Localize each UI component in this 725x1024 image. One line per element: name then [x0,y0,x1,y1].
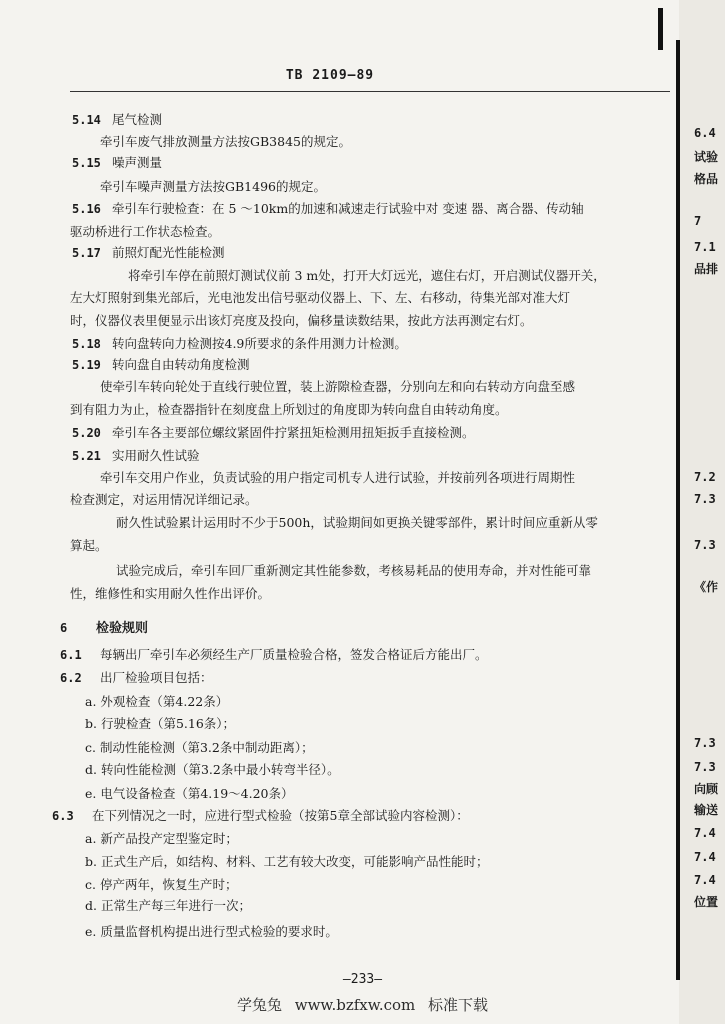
clause-text: 牵引车废气排放测量方法按GB3845的规定。 [100,134,351,149]
fragment-text: 7 [694,214,702,228]
text-line [70,586,270,602]
text-line [70,290,570,306]
clause-text: b. 正式生产后，如结构、材料、工艺有较大改变，可能影响产品性能时； [85,854,489,869]
clause-text: 时，仪器仪表里便显示出该灯亮度及投向，偏移量读数结果，按此方法再测定右灯。 [70,313,533,328]
text-line [70,538,108,554]
text-line [85,694,228,710]
fragment-text: 7.3 [694,492,716,506]
clause-number: 5.14 [72,113,101,127]
text-line [70,313,533,329]
fragment-text: 7.1 [694,240,716,254]
clause-number: 6.1 [60,648,82,662]
fragment-text: 试验 [694,150,719,164]
fragment-text: 品排 [694,262,719,276]
text-line [72,357,250,373]
clause-number: 5.20 [72,426,101,440]
text-line [72,425,475,441]
text-line [72,336,407,352]
text-line [100,379,575,395]
text-line [85,716,235,732]
clause-text: 牵引车行驶检查：在 5 ～10km的加速和减速走行试验中对 变速 器、离合器、传动轴 [112,201,584,216]
clause-text: d. 转向性能检测（第3.2条中最小转弯半径）。 [85,762,340,777]
clause-text: 性，维修性和实用耐久性作出评价。 [70,586,271,601]
text-line [70,402,508,418]
clause-number: 5.19 [72,358,101,372]
clause-text: 噪声测量 [112,155,163,170]
clause-text: a. 外观检查（第4.22条） [85,694,229,709]
text-line [85,877,237,893]
text-line [60,620,148,637]
header-rule [70,91,670,92]
clause-text: 检查测定，对运用情况详细记录。 [70,492,258,507]
clause-number: 5.15 [72,156,101,170]
text-line [60,647,488,663]
clause-text: 使牵引车转向轮处于直线行驶位置，装上游隙检查器，分别向左和向右转动方向盘至感 [100,379,576,394]
clause-text: 在下列情况之一时，应进行型式检验（按第5章全部试验内容检测）： [92,808,469,823]
text-line [85,854,488,870]
fragment-text: 7.3 [694,538,716,552]
fragment-text: 7.3 [694,760,716,774]
watermark: 学兔兔 www.bzfxw.com 标准下载 [236,996,489,1014]
fragment-text: 7.3 [694,736,716,750]
text-line [100,134,351,150]
fragment-text: 7.4 [694,826,716,840]
text-line [72,245,225,261]
text-line [72,155,162,171]
clause-text: 实用耐久性试验 [112,448,200,463]
clause-text: 将牵引车停在前照灯测试仪前 3 m处，打开大灯远光，遮住右灯，开启测试仪器开关， [128,268,606,283]
clause-number: 5.17 [72,246,101,260]
clause-text: c. 制动性能检测（第3.2条中制动距离）； [85,740,314,755]
text-line [116,515,598,531]
clause-number: 6.2 [60,671,82,685]
fragment-text: 7.4 [694,850,716,864]
text-line [128,268,606,284]
text-line [60,670,213,686]
text-line [85,831,238,847]
text-line [72,201,584,217]
clause-number: 5.18 [72,337,101,351]
clause-text: a. 新产品投产定型鉴定时； [85,831,238,846]
clause-text: e. 电气设备检查（第4.19～4.20条） [85,786,294,801]
text-line [72,448,200,464]
text-line [85,924,338,940]
clause-number: 5.16 [72,202,101,216]
clause-text: e. 质量监督机构提出进行型式检验的要求时。 [85,924,338,939]
text-line [100,470,575,486]
fragment-text: 7.2 [694,470,716,484]
text-line [85,898,251,914]
text-line [116,563,591,579]
clause-text: 每辆出厂牵引车必须经生产厂质量检验合格，签发合格证后方能出厂。 [100,647,488,662]
clause-text: 转向盘自由转动角度检测 [112,357,250,372]
clause-text: 牵引车各主要部位螺纹紧固件拧紧扭矩检测用扭矩扳手直接检测。 [112,425,475,440]
scan-edge-mark [658,8,663,50]
clause-text: d. 正常生产每三年进行一次； [85,898,251,913]
page-number: –233– [342,972,383,987]
fragment-text: 输送 [694,803,719,817]
clause-text: 耐久性试验累计运用时不少于500h，试验期间如更换关键零部件，累计时间应重新从零 [116,515,598,530]
clause-text: 检验规则 [96,621,149,636]
clause-text: 到有阻力为止，检查器指针在刻度盘上所划过的角度即为转向盘自由转动角度。 [70,402,508,417]
clause-text: 前照灯配光性能检测 [112,245,225,260]
clause-text: 算起。 [70,538,108,553]
text-line [52,808,469,824]
page-gutter-shadow [676,40,680,980]
clause-number: 6 [60,621,68,635]
fragment-text: 《作 [694,580,719,594]
clause-number: 5.21 [72,449,101,463]
clause-text: 牵引车交用户作业，负责试验的用户指定司机专人进行试验，并按前列各项进行周期性 [100,470,576,485]
text-line [85,740,314,756]
clause-text: 试验完成后，牵引车回厂重新测定其性能参数，考核易耗品的使用寿命，并对性能可靠 [116,563,592,578]
fragment-text: 6.4 [694,126,716,140]
text-line [100,179,326,195]
clause-text: 牵引车噪声测量方法按GB1496的规定。 [100,179,326,194]
clause-text: c. 停产两年，恢复生产时； [85,877,238,892]
text-line [85,762,340,778]
text-line [70,224,220,240]
fragment-text: 7.4 [694,873,716,887]
fragment-text: 向顾 [694,782,719,796]
clause-number: 6.3 [52,809,74,823]
fragment-text: 格品 [694,172,719,186]
text-line [70,492,258,508]
standard-header: TB 2109—89 [285,68,375,83]
clause-text: 尾气检测 [112,112,163,127]
clause-text: 转向盘转向力检测按4.9所要求的条件用测力计检测。 [112,336,407,351]
text-line [72,112,162,128]
text-line [85,786,294,802]
clause-text: b. 行驶检查（第5.16条）； [85,716,236,731]
clause-text: 驱动桥进行工作状态检查。 [70,224,221,239]
clause-text: 出厂检验项目包括： [100,670,213,685]
fragment-text: 位置 [694,895,719,909]
clause-text: 左大灯照射到集光部后，光电池发出信号驱动仪器上、下、左、右移动，待集光部对准大灯 [70,290,571,305]
